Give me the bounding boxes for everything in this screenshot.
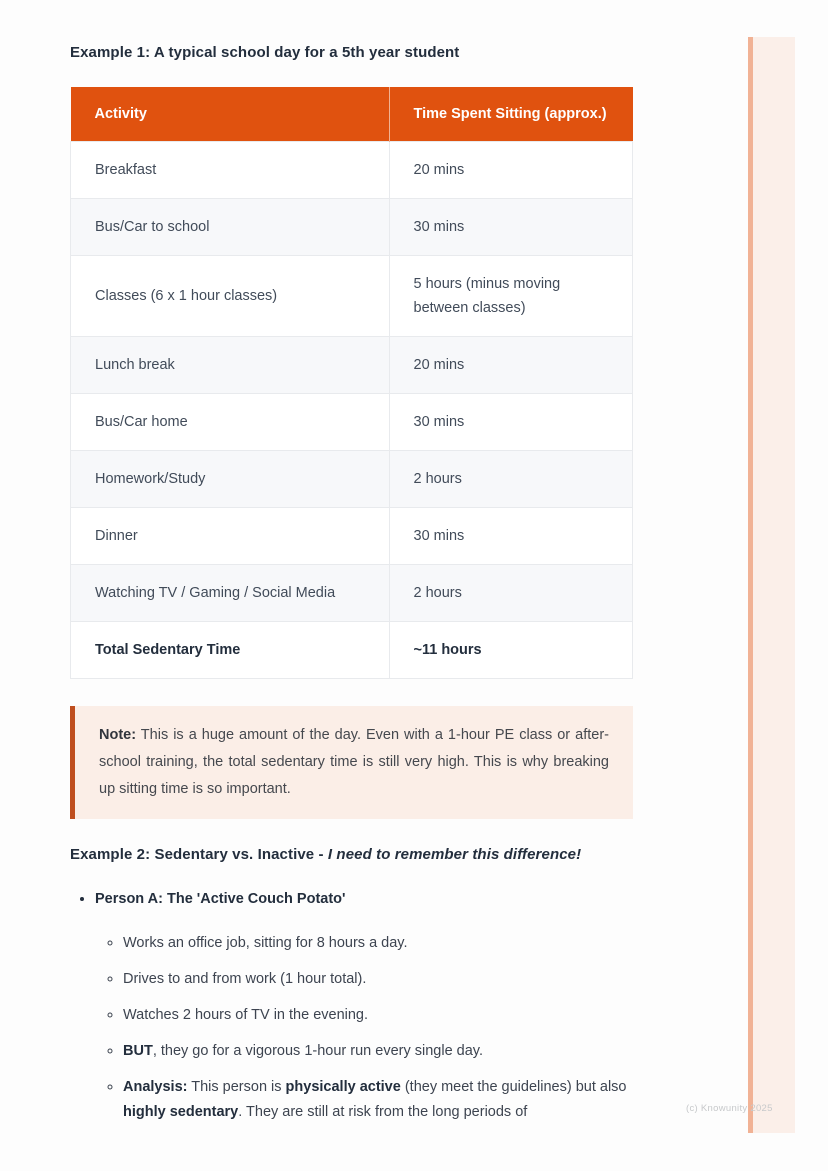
time-cell: 2 hours bbox=[389, 565, 633, 622]
activity-cell: Bus/Car home bbox=[71, 394, 390, 451]
activity-cell: Watching TV / Gaming / Social Media bbox=[71, 565, 390, 622]
note-callout bbox=[70, 706, 633, 819]
activity-cell: Dinner bbox=[71, 508, 390, 565]
table-row-breakfast bbox=[71, 142, 633, 199]
table-row-bus-to-school bbox=[71, 199, 633, 256]
note-label: Note: bbox=[99, 727, 137, 743]
point-drives: ◦ Drives to and from work (1 hour total). bbox=[123, 967, 633, 992]
table-header-row bbox=[71, 87, 633, 142]
page-edge-strip-line bbox=[748, 37, 753, 1133]
table-row-dinner bbox=[71, 508, 633, 565]
note-text: Note: This is a huge amount of the day. Even with a 1-hour PE class or after-school training, the total sedentary time is still very high. This is why breaking up sitting time is so important. bbox=[99, 727, 609, 797]
time-cell-total: ~11 hours bbox=[389, 622, 633, 679]
person-list bbox=[70, 888, 633, 1125]
activity-cell: Breakfast bbox=[71, 142, 390, 199]
time-cell: 5 hours (minus moving between classes) bbox=[389, 256, 633, 337]
point-but-run: ◦ BUT, they go for a vigorous 1-hour run every single day. bbox=[123, 1039, 633, 1064]
activity-cell: Lunch break bbox=[71, 337, 390, 394]
activity-cell: Bus/Car to school bbox=[71, 199, 390, 256]
time-cell: 30 mins bbox=[389, 508, 633, 565]
table-row-classes bbox=[71, 256, 633, 337]
point-tv: ◦ Watches 2 hours of TV in the evening. bbox=[123, 1003, 633, 1028]
person-a-title: Person A: The 'Active Couch Potato' bbox=[95, 891, 346, 907]
table-row-lunch-break bbox=[71, 337, 633, 394]
activity-cell: Homework/Study bbox=[71, 451, 390, 508]
time-cell: 20 mins bbox=[389, 337, 633, 394]
person-a-points bbox=[95, 931, 633, 1125]
table-header-time-sitting: Time Spent Sitting (approx.) bbox=[389, 87, 633, 142]
person-a-item bbox=[95, 888, 633, 1125]
point-analysis: ◦ Analysis: This person is physically active (they meet the guidelines) but also highly sedentary. They are still at risk from the long periods of bbox=[123, 1075, 633, 1125]
activity-cell: Classes (6 x 1 hour classes) bbox=[71, 256, 390, 337]
example1-heading: Example 1: A typical school day for a 5th year student bbox=[70, 44, 460, 61]
time-cell: 30 mins bbox=[389, 199, 633, 256]
point-office-job: ◦ Works an office job, sitting for 8 hours a day. bbox=[123, 931, 633, 956]
table-header-activity: Activity bbox=[71, 87, 390, 142]
watermark: (c) Knowunity 2025 bbox=[686, 1103, 773, 1114]
sedentary-time-table bbox=[70, 87, 633, 679]
table-row-bus-home bbox=[71, 394, 633, 451]
activity-cell-total: Total Sedentary Time bbox=[71, 622, 390, 679]
time-cell: 2 hours bbox=[389, 451, 633, 508]
time-cell: 30 mins bbox=[389, 394, 633, 451]
example2-heading: Example 2: Sedentary vs. Inactive - I need to remember this difference! bbox=[70, 846, 582, 863]
table-row-total bbox=[71, 622, 633, 679]
document-content bbox=[70, 0, 633, 1136]
table-row-tv-gaming bbox=[71, 565, 633, 622]
time-cell: 20 mins bbox=[389, 142, 633, 199]
page-edge-strip bbox=[753, 37, 795, 1133]
table-row-homework bbox=[71, 451, 633, 508]
